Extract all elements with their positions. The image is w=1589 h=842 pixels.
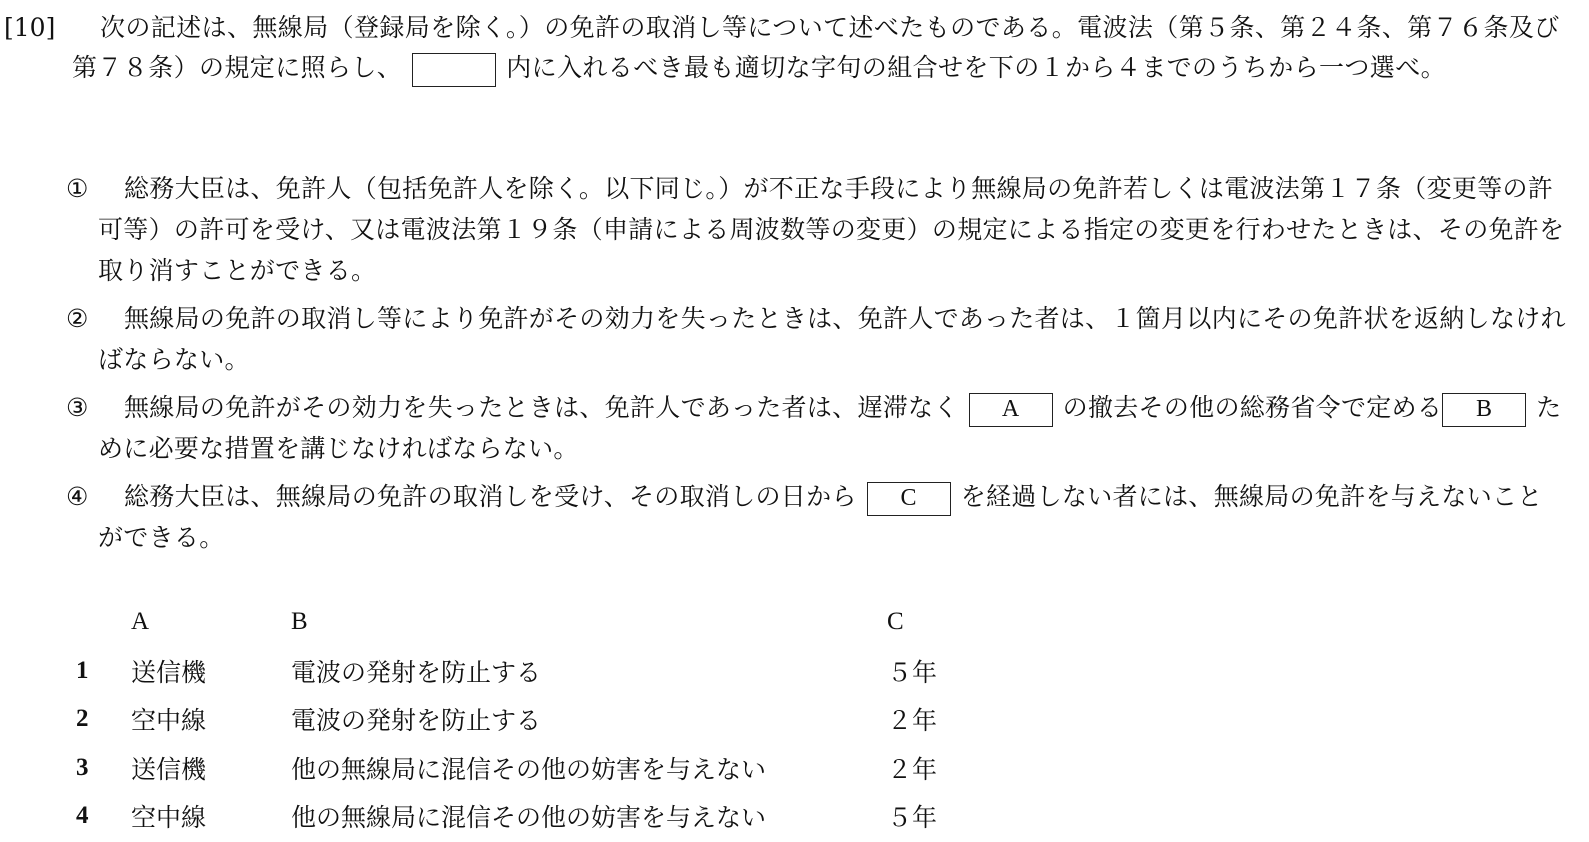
statement-text: ために必要な措置を講じなければならない。 <box>98 393 1562 463</box>
statement-1 <box>66 168 1566 291</box>
statement-3 <box>66 387 1566 469</box>
choice-number: 3 <box>76 753 89 781</box>
choice-c: ５年 <box>887 657 938 687</box>
choice-number: 4 <box>76 802 89 830</box>
answer-choices-table <box>70 598 1007 841</box>
table-row <box>70 744 1007 793</box>
question-number: [10] <box>4 13 56 42</box>
statement-text: 総務大臣は、無線局の免許の取消しを受け、その取消しの日から <box>124 482 857 511</box>
table-row <box>70 695 1007 744</box>
statement-text: の撤去その他の総務省令で定める <box>1062 393 1443 422</box>
statement-mark: ③ <box>66 393 89 422</box>
header-b: B <box>291 608 308 636</box>
statement-mark: ④ <box>66 482 89 511</box>
blank-box-a: A <box>969 393 1053 427</box>
statement-list <box>66 168 1566 565</box>
blank-box-c: C <box>867 482 951 516</box>
choice-a: 空中線 <box>131 803 207 833</box>
statement-mark: ② <box>66 304 89 333</box>
header-a: A <box>131 608 150 636</box>
statement-text: 無線局の免許がその効力を失ったときは、免許人であった者は、遅滞なく <box>124 393 959 422</box>
choice-b: 他の無線局に混信その他の妨害を与えない <box>291 754 767 784</box>
choice-a: 送信機 <box>131 657 207 687</box>
table-header-row <box>70 598 1007 647</box>
intro-text-1: 次の記述は、無線局（登録局を除く。）の免許の取消し等について述べたものである。電波法（第５条、第２４条、第７６条及び第７８条）の規定に照らし、 <box>72 13 1560 82</box>
choice-b: 電波の発射を防止する <box>291 706 542 736</box>
statement-2 <box>66 298 1566 380</box>
table-row <box>70 792 1007 841</box>
choice-c: ２年 <box>887 706 938 736</box>
choice-number: 2 <box>76 705 89 733</box>
table-row <box>70 647 1007 696</box>
choice-c: ５年 <box>887 803 938 833</box>
choice-b: 電波の発射を防止する <box>291 657 542 687</box>
statement-mark: ① <box>66 174 89 203</box>
choice-a: 送信機 <box>131 754 207 784</box>
statement-4 <box>66 476 1566 558</box>
choice-b: 他の無線局に混信その他の妨害を与えない <box>291 803 767 833</box>
choice-a: 空中線 <box>131 706 207 736</box>
blank-box-b: B <box>1442 393 1526 427</box>
intro-text-2: 内に入れるべき最も適切な字句の組合せを下の１から４までのうちから一つ選べ。 <box>506 53 1447 82</box>
header-c: C <box>887 608 904 636</box>
header-num <box>70 598 131 647</box>
statement-text: 総務大臣は、免許人（包括免許人を除く。以下同じ。）が不正な手段により無線局の免許若しくは電波法第１７条（変更等の許可等）の許可を受け、又は電波法第１９条（申請による周波数等の変更）の規定による指定の変更を行わせたときは、その免許を取り消すことができる。 <box>98 174 1565 285</box>
statement-text: を経過しない者には、無線局の免許を与えないことができる。 <box>98 482 1543 552</box>
statement-text: 無線局の免許の取消し等により免許がその効力を失ったときは、免許人であった者は、１箇月以内にその免許状を返納しなければならない。 <box>98 304 1566 374</box>
question-intro <box>72 8 1584 88</box>
choice-c: ２年 <box>887 754 938 784</box>
blank-box-example <box>412 53 496 87</box>
choice-number: 1 <box>76 656 89 684</box>
